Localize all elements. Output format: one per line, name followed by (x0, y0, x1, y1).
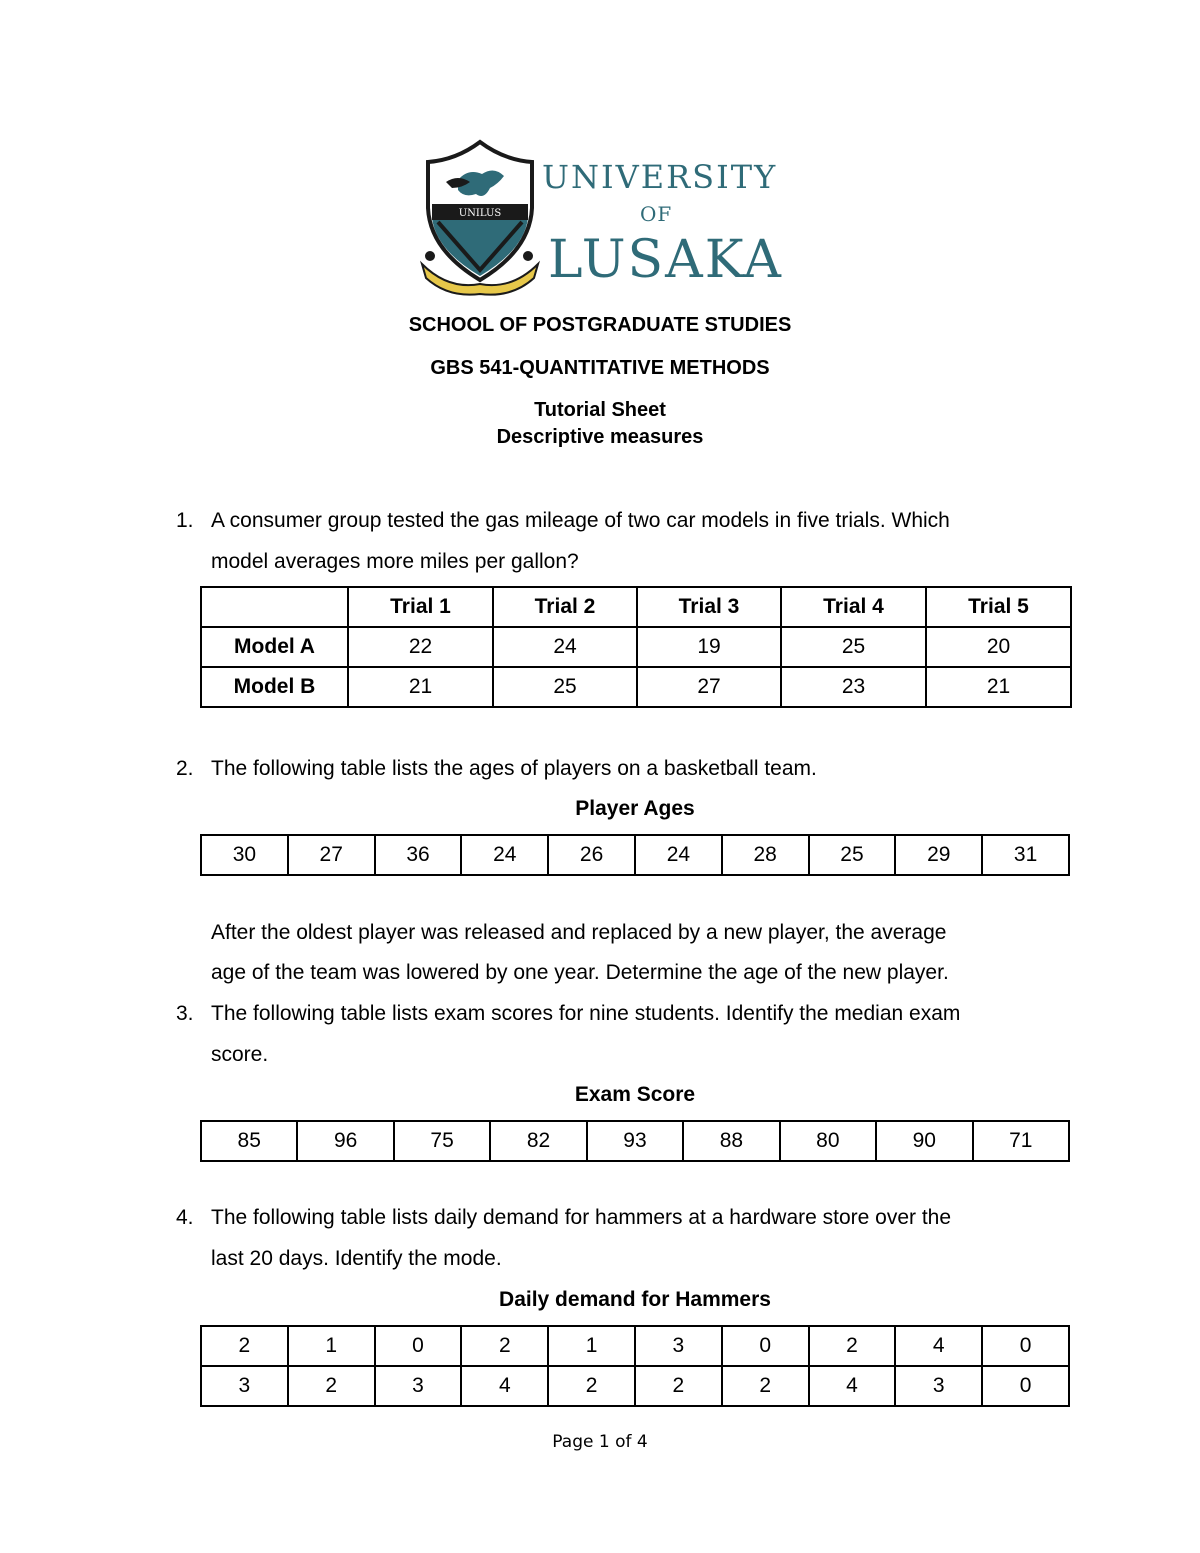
table-cell: 22 (348, 627, 493, 667)
topic-title: Descriptive measures (496, 426, 704, 448)
question-number: 3. (176, 1002, 194, 1025)
shield-text: UNILUS (458, 208, 502, 219)
table-cell: 3 (201, 1366, 288, 1406)
table-cell: 2 (461, 1326, 548, 1366)
question-text: A consumer group tested the gas mileage of two car models in five trials. Which (211, 509, 950, 532)
table-cell: 0 (375, 1326, 462, 1366)
table-cell: 2 (201, 1326, 288, 1366)
row-label: Model B (201, 667, 348, 707)
table-cell: 36 (375, 835, 462, 875)
question-text: The following table lists the ages of players on a basketball team. (211, 757, 817, 780)
table-cell: 31 (982, 835, 1069, 875)
table-cell: 25 (809, 835, 896, 875)
table-row (201, 1121, 1069, 1161)
table-row (201, 667, 1071, 707)
question-text: After the oldest player was released and replaced by a new player, the average (211, 921, 947, 944)
table-row (201, 835, 1069, 875)
question-text: age of the team was lowered by one year. Determine the age of the new player. (211, 961, 949, 984)
logo-word-university: UNIVERSITY (542, 158, 778, 196)
table-caption: Player Ages (575, 797, 695, 820)
page-footer: Page 1 of 4 (552, 1432, 648, 1452)
university-logo (418, 138, 782, 298)
table-cell: 75 (394, 1121, 490, 1161)
table-cell: 29 (895, 835, 982, 875)
table-cell: 3 (895, 1366, 982, 1406)
table-cell: 24 (461, 835, 548, 875)
player-ages-table (200, 834, 1070, 876)
table-cell: 1 (548, 1326, 635, 1366)
table-cell: 0 (722, 1326, 809, 1366)
question-number: 1. (176, 509, 194, 532)
question-number: 4. (176, 1206, 194, 1229)
table-cell: 0 (982, 1366, 1069, 1406)
table-cell: 21 (348, 667, 493, 707)
logo-word-of: OF (640, 202, 673, 226)
table-cell: 2 (635, 1366, 722, 1406)
question-text: last 20 days. Identify the mode. (211, 1247, 502, 1270)
table-cell: 27 (637, 667, 781, 707)
table-cell: 28 (722, 835, 809, 875)
question-text: model averages more miles per gallon? (211, 550, 579, 573)
question-text: score. (211, 1043, 269, 1066)
table-cell: 26 (548, 835, 635, 875)
table-cell: 25 (493, 667, 637, 707)
table-row (201, 1366, 1069, 1406)
table-cell: 1 (288, 1326, 375, 1366)
table-header-cell (201, 587, 348, 627)
table-cell: 4 (809, 1366, 896, 1406)
table-cell: 2 (548, 1366, 635, 1406)
table-cell: 2 (288, 1366, 375, 1406)
table-cell: 88 (683, 1121, 779, 1161)
table-cell: 19 (637, 627, 781, 667)
table-cell: 93 (587, 1121, 683, 1161)
row-label: Model A (201, 627, 348, 667)
table-caption: Daily demand for Hammers (499, 1288, 771, 1311)
shield-icon (418, 138, 548, 298)
table-cell: 20 (926, 627, 1071, 667)
table-header-row (201, 587, 1071, 627)
question-text: The following table lists exam scores for nine students. Identify the median exam (211, 1002, 961, 1025)
table-cell: 27 (288, 835, 375, 875)
table-cell: 23 (781, 667, 926, 707)
table-cell: 4 (895, 1326, 982, 1366)
course-title: GBS 541-QUANTITATIVE METHODS (430, 357, 770, 379)
table-header-cell: Trial 5 (926, 587, 1071, 627)
table-header-cell: Trial 2 (493, 587, 637, 627)
table-cell: 2 (722, 1366, 809, 1406)
logo-word-lusaka: LUSAKA (548, 230, 783, 290)
question-text: The following table lists daily demand for hammers at a hardware store over the (211, 1206, 952, 1229)
table-cell: 71 (973, 1121, 1070, 1161)
table-header-cell: Trial 3 (637, 587, 781, 627)
table-cell: 0 (982, 1326, 1069, 1366)
sheet-title: Tutorial Sheet (534, 399, 666, 421)
table-row (201, 1326, 1069, 1366)
table-cell: 2 (809, 1326, 896, 1366)
table-cell: 25 (781, 627, 926, 667)
table-cell: 24 (493, 627, 637, 667)
table-cell: 90 (876, 1121, 972, 1161)
table-cell: 80 (780, 1121, 876, 1161)
exam-score-table (200, 1120, 1070, 1162)
school-title: SCHOOL OF POSTGRADUATE STUDIES (408, 314, 792, 336)
table-cell: 21 (926, 667, 1071, 707)
table-cell: 24 (635, 835, 722, 875)
hammer-demand-table (200, 1325, 1070, 1407)
table-cell: 4 (461, 1366, 548, 1406)
table-cell: 85 (201, 1121, 297, 1161)
table-cell: 3 (375, 1366, 462, 1406)
table-caption: Exam Score (574, 1083, 696, 1106)
table-cell: 96 (297, 1121, 393, 1161)
table-header-cell: Trial 1 (348, 587, 493, 627)
table-row (201, 627, 1071, 667)
table-cell: 30 (201, 835, 288, 875)
table-header-cell: Trial 4 (781, 587, 926, 627)
table-cell: 3 (635, 1326, 722, 1366)
question-number: 2. (176, 757, 194, 780)
table-cell: 82 (490, 1121, 586, 1161)
mileage-table (200, 586, 1072, 708)
